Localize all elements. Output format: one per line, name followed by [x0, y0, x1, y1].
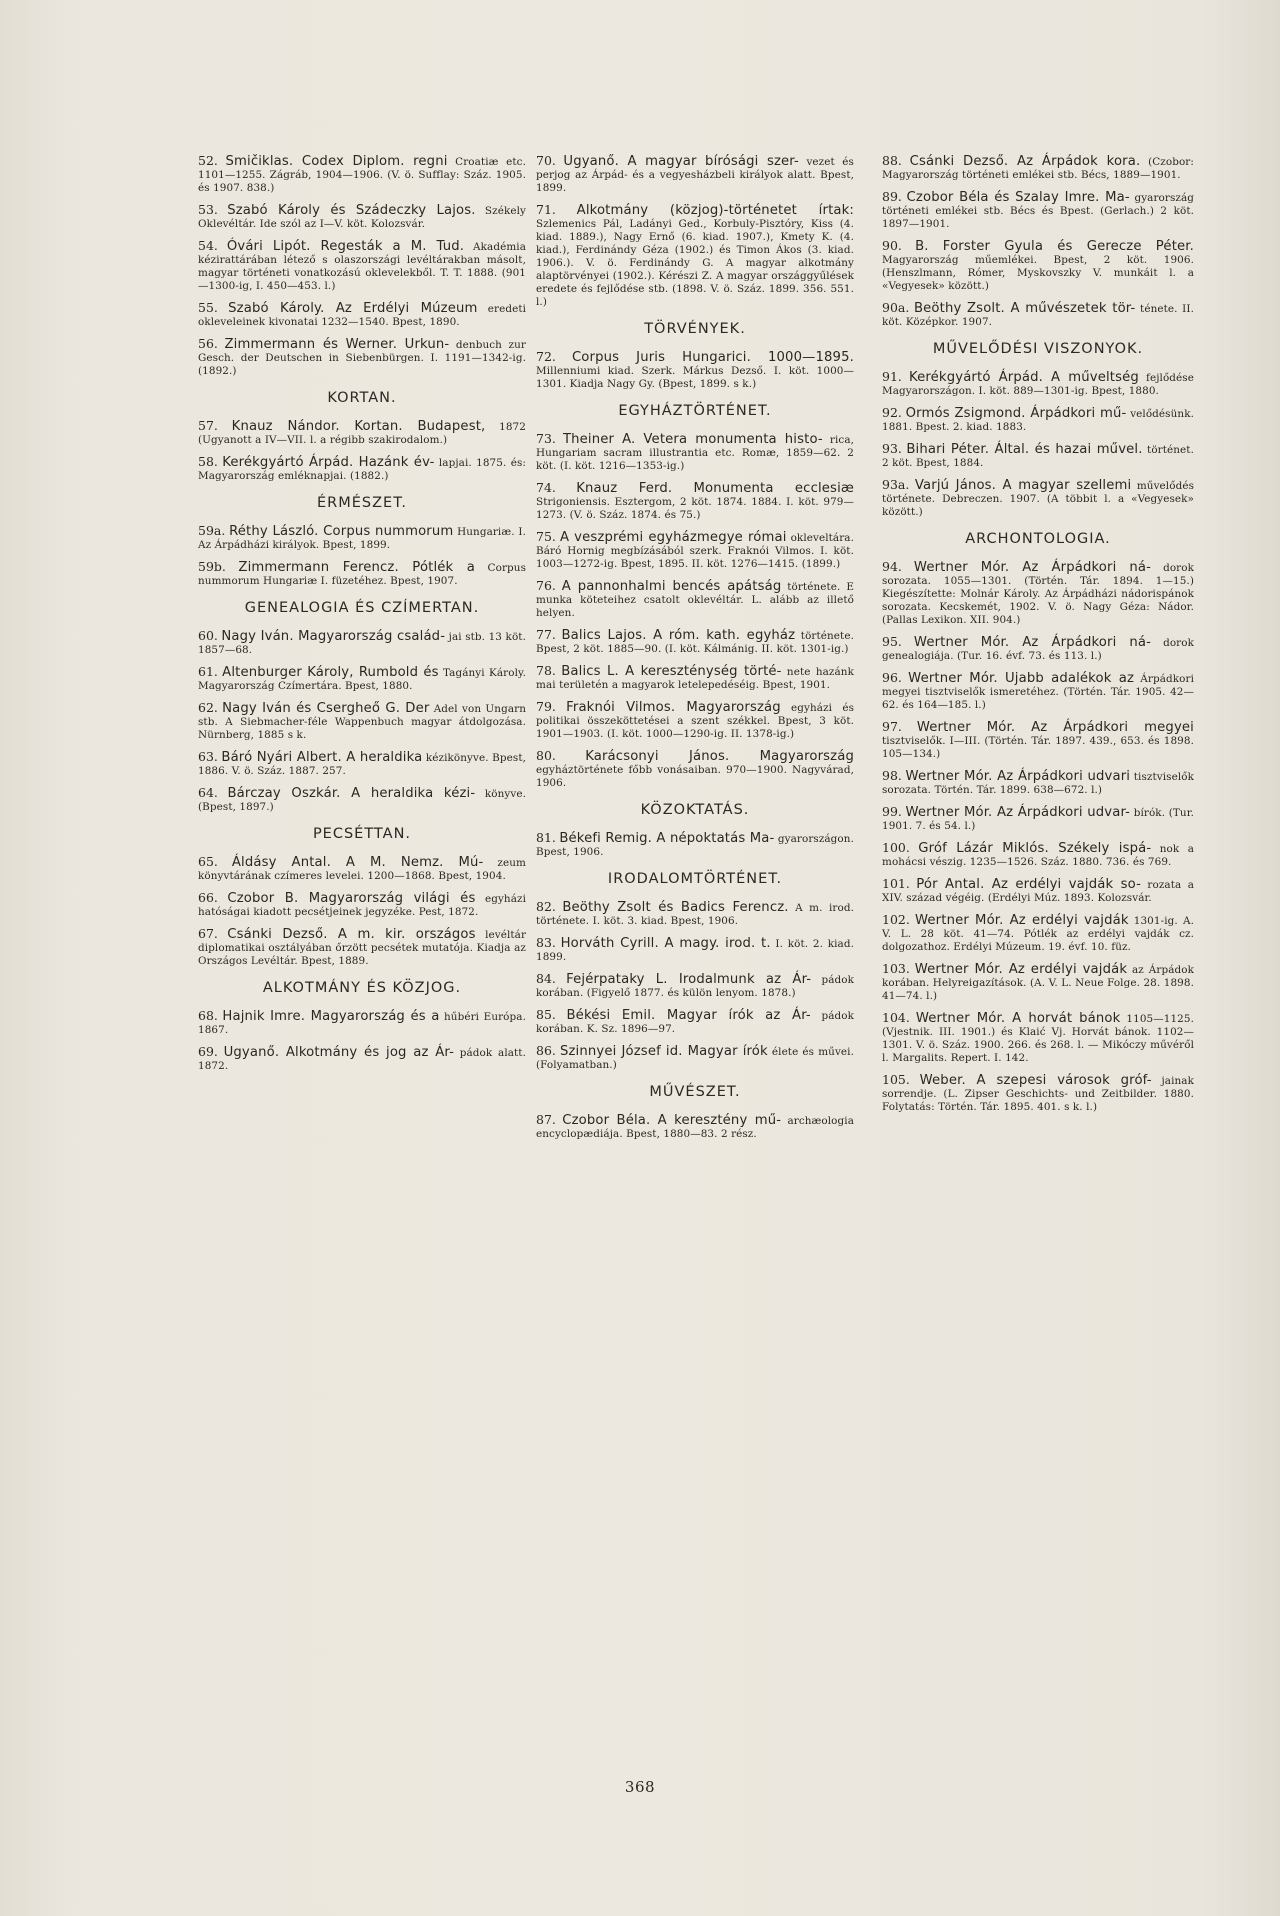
- column-right: [882, 154, 1194, 1122]
- bibliography-entry: [198, 524, 526, 552]
- section-heading: ÉRMÉSZET.: [317, 495, 407, 511]
- entry-heading: Balics Lajos. A róm. kath. egyház: [561, 628, 796, 643]
- entry-heading: Horváth Cyrill. A magy. irod. t.: [560, 936, 771, 951]
- bibliography-entry: [198, 629, 526, 657]
- bibliography-entry: [882, 720, 1194, 761]
- bibliography-entry: [198, 301, 526, 329]
- entry-number: 97.: [882, 719, 902, 734]
- entry-number: 59a.: [198, 523, 226, 538]
- bibliography-entry: [198, 891, 526, 919]
- bibliography-entry: [882, 671, 1194, 712]
- entry-text: denbuch zur Gesch. der Deutschen in Siebenbürgen. I. 1191—1342-ig. (1892.): [198, 339, 526, 377]
- entry-number: 60.: [198, 628, 218, 643]
- entry-heading: Czobor Béla. A keresztény mű-: [562, 1113, 782, 1128]
- entry-number: 63.: [198, 749, 218, 764]
- section-heading: IRODALOMTÖRTÉNET.: [607, 871, 783, 887]
- bibliography-entry: [882, 769, 1194, 797]
- entry-heading: Ugyanő. Alkotmány és jog az Ár-: [223, 1045, 455, 1060]
- entry-heading: Czobor Béla és Szalay Imre. Ma-: [906, 190, 1130, 205]
- entry-heading: Wertner Mór. Az Árpádkori ná-: [913, 635, 1152, 650]
- section-heading: GENEALOGIA ÉS CZÍMERTAN.: [244, 600, 480, 616]
- entry-number: 102.: [882, 912, 910, 927]
- entry-text: pádok korában. (Figyelő 1877. és külön lenyom. 1878.): [536, 974, 854, 999]
- entry-text: velődésünk. 1881. Bpest. 2. kiad. 1883.: [882, 408, 1195, 433]
- bibliography-entry: [536, 432, 854, 473]
- entry-heading: Theiner A. Vetera monumenta histo-: [562, 432, 823, 447]
- entry-heading: Wertner Mór. Az Árpádkori udvar-: [905, 805, 1131, 820]
- bibliography-entry: [536, 530, 854, 571]
- entry-heading: Ormós Zsigmond. Árpádkori mű-: [905, 406, 1127, 421]
- entry-heading: Wertner Mór. Az Árpádkori megyei: [916, 720, 1194, 735]
- entry-number: 62.: [198, 700, 218, 715]
- entry-number: 94.: [882, 559, 902, 574]
- entry-number: 67.: [198, 926, 218, 941]
- entry-heading: Wertner Mór. Az erdélyi vajdák: [914, 962, 1128, 977]
- bibliography-entry: [882, 560, 1194, 627]
- entry-number: 61.: [198, 664, 218, 679]
- entry-number: 78.: [536, 663, 556, 678]
- entry-text: dorok genealogiája. (Tur. 16. évf. 73. és 113. l.): [882, 637, 1194, 662]
- entry-text: tisztviselők sorozata. Történ. Tár. 1899. 638—672. l.): [882, 771, 1194, 796]
- entry-number: 68.: [198, 1008, 218, 1023]
- entry-heading: Corpus Juris Hungarici. 1000—1895.: [571, 350, 854, 365]
- entry-heading: Szinnyei József id. Magyar írók: [559, 1044, 768, 1059]
- entry-text: pádok alatt. 1872.: [198, 1047, 526, 1072]
- bibliography-entry: [882, 190, 1194, 231]
- bibliography-entry: [882, 962, 1194, 1003]
- entry-text: Hungariæ. I. Az Árpádházi királyok. Bpest, 1899.: [198, 526, 526, 551]
- section-heading: ALKOTMÁNY ÉS KÖZJOG.: [262, 980, 462, 996]
- bibliography-entry: [882, 442, 1194, 470]
- bibliography-entry: [882, 478, 1194, 519]
- entry-number: 83.: [536, 935, 556, 950]
- entry-number: 69.: [198, 1044, 218, 1059]
- entry-number: 92.: [882, 405, 902, 420]
- entry-number: 84.: [536, 971, 556, 986]
- entry-number: 91.: [882, 369, 902, 384]
- bibliography-entry: [882, 877, 1194, 905]
- entry-text: (Czobor: Magyarország történeti emlékei stb. Bécs, 1889—1901.: [882, 156, 1194, 181]
- bibliography-entry: [536, 1008, 854, 1036]
- entry-heading: Szabó Károly. Az Erdélyi Múzeum: [228, 301, 478, 316]
- entry-heading: Gróf Lázár Miklós. Székely ispá-: [918, 841, 1152, 856]
- entry-number: 56.: [198, 336, 218, 351]
- bibliography-entry: [882, 635, 1194, 663]
- entry-number: 80.: [536, 748, 556, 763]
- entry-number: 64.: [198, 785, 218, 800]
- entry-heading: A pannonhalmi bencés apátság: [561, 579, 782, 594]
- entry-text: könyve. (Bpest, 1897.): [198, 788, 526, 813]
- entry-text: Akadémia kézirattárában létező s olaszországi levéltárakban másolt, magyar történeti vonatkozású oklevelekből. T. T. 1888. (901—1300-ig, I. 450—453. l.): [198, 241, 526, 292]
- entry-text: vezet és perjog az Árpád- és a vegyesházbeli királyok alatt. Bpest, 1899.: [536, 156, 854, 194]
- section-heading: EGYHÁZTÖRTÉNET.: [618, 403, 772, 419]
- entry-heading: Békési Emil. Magyar írók az Ár-: [566, 1008, 811, 1023]
- entry-number: 79.: [536, 699, 556, 714]
- bibliography-entry: [198, 154, 526, 195]
- entry-number: 53.: [198, 202, 218, 217]
- bibliography-entry: [536, 1113, 854, 1141]
- section-heading: ARCHONTOLOGIA.: [965, 531, 1111, 547]
- entry-number: 90a.: [882, 300, 910, 315]
- entry-text: egyházi hatóságai kiadott pecsétjeinek jegyzéke. Pest, 1872.: [198, 893, 527, 918]
- entry-number: 88.: [882, 153, 902, 168]
- entry-heading: Bihari Péter. Által. és hazai művel.: [906, 442, 1143, 457]
- entry-number: 81.: [536, 830, 556, 845]
- bibliography-entry: [536, 936, 854, 964]
- entry-text: levéltár diplomatikai osztályában őrzött pecsétek mutatója. Kiadja az Országos Levéltár. Bpest, 1889.: [198, 929, 527, 967]
- entry-number: 54.: [198, 238, 218, 253]
- section-heading: MŰVELŐDÉSI VISZONYOK.: [932, 341, 1144, 357]
- entry-number: 89.: [882, 189, 902, 204]
- bibliography-entry: [536, 972, 854, 1000]
- entry-heading: Hajnik Imre. Magyarország és a: [222, 1009, 440, 1024]
- entry-number: 74.: [536, 480, 556, 495]
- entry-number: 93a.: [882, 477, 910, 492]
- entry-heading: Fejérpataky L. Irodalmunk az Ár-: [566, 972, 812, 987]
- entry-text: Strigoniensis. Esztergom, 2 köt. 1874. 1884. I. köt. 979—1273. (V. ö. Száz. 1874. és 75.): [536, 496, 854, 521]
- entry-number: 55.: [198, 300, 218, 315]
- entry-heading: Nagy Iván. Magyarország család-: [221, 629, 446, 644]
- entry-text: pádok korában. K. Sz. 1896—97.: [536, 1010, 854, 1035]
- entry-text: 1872 (Ugyanott a IV—VII. l. a régibb szakirodalom.): [198, 421, 526, 446]
- entry-text: tisztviselők. I—III. (Történ. Tár. 1897. 439., 653. és 1898. 105—134.): [882, 735, 1194, 760]
- bibliography-entry: [536, 154, 854, 195]
- bibliography-entry: [198, 665, 526, 693]
- entry-number: 96.: [882, 670, 902, 685]
- entry-text: egyháztörténete főbb vonásaiban. 970—1900. Nagyvárad, 1906.: [536, 764, 854, 789]
- entry-text: az Árpádok korában. Helyreigazítások. (A. V. L. Neue Folge. 28. 1898. 41—74. l.): [882, 964, 1194, 1002]
- section-heading: KÖZOKTATÁS.: [640, 802, 750, 818]
- bibliography-entry: [198, 239, 526, 293]
- entry-heading: Csánki Dezső. A m. kir. országos: [227, 927, 476, 942]
- entry-text: jainak sorrendje. (L. Zipser Geschichts- und Zeitbilder. 1880. Folytatás: Történ. Tár. 1895. 401. s k. l.): [882, 1075, 1194, 1113]
- entry-number: 66.: [198, 890, 218, 905]
- entry-text: bírók. (Tur. 1901. 7. és 54. l.): [882, 807, 1195, 832]
- entry-heading: Szabó Károly és Szádeczky Lajos.: [227, 203, 476, 218]
- bibliography-entry: [882, 301, 1194, 329]
- entry-text: archæologia encyclopædiája. Bpest, 1880—83. 2 rész.: [536, 1115, 855, 1140]
- entry-text: Corpus nummorum Hungariæ I. füzetéhez. Bpest, 1907.: [198, 562, 526, 587]
- entry-heading: Beöthy Zsolt. A művészetek tör-: [913, 301, 1136, 316]
- bibliography-entry: [882, 239, 1194, 293]
- bibliography-entry: [198, 203, 526, 231]
- entry-heading: Kerékgyártó Árpád. Hazánk év-: [222, 455, 435, 470]
- bibliography-entry: [198, 1045, 526, 1073]
- entry-heading: Bárczay Oszkár. A heraldika kézi-: [227, 786, 476, 801]
- bibliography-entry: [882, 1073, 1194, 1114]
- entry-number: 72.: [536, 349, 556, 364]
- entry-text: nok a mohácsi vészig. 1235—1526. Száz. 1880. 736. és 769.: [882, 843, 1195, 868]
- bibliography-entry: [536, 700, 854, 741]
- bibliography-entry: [536, 1044, 854, 1072]
- entry-text: okleveltára. Báró Hornig megbízásából szerk. Fraknói Vilmos. I. köt. 1003—1272-ig. Bpest, 1895. II. köt. 1276—1415. (1899.): [536, 532, 854, 570]
- entry-text: fejlődése Magyarországon. I. köt. 889—1301-ig. Bpest, 1880.: [882, 372, 1194, 397]
- entry-heading: Kerékgyártó Árpád. A műveltség: [908, 370, 1139, 385]
- entry-text: hűbéri Európa. 1867.: [198, 1011, 526, 1036]
- entry-heading: Csánki Dezső. Az Árpádok kora.: [909, 154, 1141, 169]
- bibliography-entry: [536, 350, 854, 391]
- bibliography-entry: [882, 841, 1194, 869]
- bibliography-entry: [882, 1011, 1194, 1065]
- entry-heading: Nagy Iván és Csergheő G. Der: [222, 701, 430, 716]
- entry-text: A m. irod. története. I. köt. 3. kiad. Bpest, 1906.: [536, 902, 855, 927]
- bibliography-entry: [198, 1009, 526, 1037]
- entry-text: jai stb. 13 köt. 1857—68.: [198, 631, 526, 656]
- entry-number: 82.: [536, 899, 556, 914]
- bibliography-entry: [536, 900, 854, 928]
- section-heading: TÖRVÉNYEK.: [644, 321, 746, 337]
- entry-heading: Áldásy Antal. A M. Nemz. Mú-: [231, 855, 484, 870]
- entry-text: lapjai. 1875. és: Magyarország emléknapjai. (1882.): [198, 457, 526, 482]
- entry-text: 1301-ig. A. V. L. 28 köt. 41—74. Pótlék az erdélyi vajdák cz. dolgozathoz. Erdélyi Múzeum. 19. évf. 10. füz.: [882, 915, 1194, 953]
- entry-heading: Óvári Lipót. Regesták a M. Tud.: [226, 239, 465, 254]
- entry-text: gyarországon. Bpest, 1906.: [536, 833, 854, 858]
- entry-text: I. köt. 2. kiad. 1899.: [536, 938, 854, 963]
- bibliography-entry: [536, 749, 854, 790]
- bibliography-entry: [882, 805, 1194, 833]
- entry-text: egyházi és politikai összeköttetései a szent székkel. Bpest, 3 köt. 1901—1903. (I. köt. 1000—1290-ig. II. 1378-ig.): [536, 702, 855, 740]
- bibliography-entry: [536, 664, 854, 692]
- section-heading: KORTAN.: [327, 390, 397, 406]
- entry-text: ténete. II. köt. Középkor. 1907.: [882, 303, 1194, 328]
- entry-number: 98.: [882, 768, 902, 783]
- entry-heading: Czobor B. Magyarország világi és: [227, 891, 476, 906]
- entry-text: 1105—1125. (Vjestnik. III. 1901.) és Klaić Vj. Horvát bánok. 1102—1301. V. ö. Száz. 1900. 266. és 268. l. — Mikóczy művéről l. Margalits. Repert. I. 142.: [882, 1013, 1194, 1064]
- entry-text: dorok sorozata. 1055—1301. (Történ. Tár. 1894. 1—15.) Kiegészítette: Molnár Károly. Az Árpádházi nádorispánok sorozata. Kecskemét, 1902. V. ö. Nagy Géza: Nádor. (Pallas Lexikon. XII. 904.): [882, 562, 1194, 626]
- entry-number: 70.: [536, 153, 556, 168]
- bibliography-entry: [198, 337, 526, 378]
- entry-number: 71.: [536, 202, 556, 217]
- entry-number: 65.: [198, 854, 218, 869]
- bibliography-entry: [198, 927, 526, 968]
- entry-text: nete hazánk mai területén a magyarok letelepedéséig. Bpest, 1901.: [536, 666, 854, 691]
- bibliography-entry: [882, 370, 1194, 398]
- entry-heading: Balics L. A kereszténység törté-: [561, 664, 782, 679]
- entry-number: 103.: [882, 961, 910, 976]
- bibliography-entry: [882, 406, 1194, 434]
- entry-text: története. E munka köteteihez csatolt oklevéltár. L. alább az illető helyen.: [536, 581, 855, 619]
- entry-text: zeum könyvtárának czímeres levelei. 1200—1868. Bpest, 1904.: [198, 857, 526, 882]
- entry-heading: Karácsonyi János. Magyarország: [585, 749, 854, 764]
- entry-text: Adel von Ungarn stb. A Siebmacher-féle Wappenbuch magyar átdolgozása. Nürnberg, 1885 s k.: [198, 703, 526, 741]
- entry-number: 105.: [882, 1072, 910, 1087]
- entry-heading: Knauz Nándor. Kortan. Budapest,: [231, 419, 486, 434]
- entry-heading: Zimmermann és Werner. Urkun-: [224, 337, 450, 352]
- page-number: 368: [624, 1778, 656, 1796]
- entry-text: Árpádkori megyei tisztviselők ismeretéhez. (Történ. Tár. 1905. 42—62. és 164—185. l.): [882, 673, 1194, 711]
- entry-text: rica, Hungariam sacram illustrantia etc. Romæ, 1859—62. 2 köt. (I. köt. 1216—1353-ig.): [536, 434, 855, 472]
- entry-text: Magyarország műemlékei. Bpest, 2 köt. 1906. (Henszlmann, Rómer, Myskovszky V. munkáit l. a «Vegyesek» között.): [882, 254, 1194, 292]
- entry-number: 76.: [536, 578, 556, 593]
- entry-text: gyarország történeti emlékei stb. Bécs és Bpest. (Gerlach.) 2 köt. 1897—1901.: [882, 192, 1195, 230]
- entry-number: 93.: [882, 441, 902, 456]
- entry-heading: Réthy László. Corpus nummorum: [229, 524, 454, 539]
- bibliography-entry: [198, 455, 526, 483]
- entry-number: 75.: [536, 529, 556, 544]
- entry-heading: Fraknói Vilmos. Magyarország: [566, 700, 781, 715]
- entry-text: Szlemenics Pál, Ladányi Ged., Korbuly-Pisztóry, Kiss (4. kiad. 1889.), Nagy Ernő (6. kiad. 1907.), Kmety K. (4. kiad.), Ferdinándy Géza (1902.) és Timon Ákos (3. kiad. 1906.). V. ö. Ferdinándy G. A magyar alkotmány alaptörvényei (1902.). Kérészi Z. A magyar országgyűlések eredete és fejlődése stb. (1898. V. ö. Száz. 1899. 356. 551. l.): [536, 218, 854, 308]
- entry-heading: Weber. A szepesi városok gróf-: [919, 1073, 1152, 1088]
- entry-text: élete és művei. (Folyamatban.): [536, 1046, 855, 1071]
- entry-number: 100.: [882, 840, 910, 855]
- bibliography-entry: [198, 750, 526, 778]
- bibliography-entry: [198, 855, 526, 883]
- entry-number: 77.: [536, 627, 556, 642]
- column-left: [198, 154, 526, 1081]
- entry-number: 57.: [198, 418, 218, 433]
- entry-text: Székely Oklevéltár. Ide szól az I—V. köt. Kolozsvár.: [198, 205, 527, 230]
- bibliography-entry: [198, 560, 526, 588]
- bibliography-entry: [536, 579, 854, 620]
- bibliography-entry: [536, 203, 854, 309]
- entry-number: 101.: [882, 876, 910, 891]
- entry-text: Croatiæ etc. 1101—1255. Zágráb, 1904—1906. (V. ö. Sufflay: Száz. 1905. és 1907. 838.): [198, 156, 526, 194]
- entry-heading: Wertner Mór. Ujabb adalékok az: [908, 671, 1135, 686]
- bibliography-entry: [882, 913, 1194, 954]
- bibliography-entry: [536, 628, 854, 656]
- entry-heading: Smičiklas. Codex Diplom. regni: [225, 154, 448, 169]
- entry-text: rozata a XIV. század végéig. (Erdélyi Múz. 1893. Kolozsvár.: [882, 879, 1194, 904]
- section-heading: MŰVÉSZET.: [649, 1084, 741, 1100]
- bibliography-entry: [198, 419, 526, 447]
- section-heading: PECSÉTTAN.: [312, 826, 412, 842]
- entry-number: 52.: [198, 153, 218, 168]
- entry-number: 95.: [882, 634, 902, 649]
- entry-heading: Békefi Remig. A népoktatás Ma-: [559, 831, 775, 846]
- entry-number: 73.: [536, 431, 556, 446]
- entry-heading: Beöthy Zsolt és Badics Ferencz.: [562, 900, 789, 915]
- entry-number: 99.: [882, 804, 902, 819]
- entry-heading: B. Forster Gyula és Gerecze Péter.: [915, 239, 1194, 254]
- entry-text: Tagányi Károly. Magyarország Czímertára. Bpest, 1880.: [198, 667, 526, 692]
- entry-heading: Alkotmány (közjog)-történetet írtak:: [576, 203, 854, 218]
- entry-heading: Wertner Mór. Az erdélyi vajdák: [915, 913, 1129, 928]
- entry-text: művelődés története. Debreczen. 1907. (A többit l. a «Vegyesek» között.): [882, 480, 1195, 518]
- entry-number: 59b.: [198, 559, 226, 574]
- bibliography-entry: [198, 786, 526, 814]
- entry-heading: Wertner Mór. Az Árpádkori ná-: [913, 560, 1152, 575]
- bibliography-entry: [198, 701, 526, 742]
- entry-text: története. Bpest, 2 köt. 1885—90. (I. köt. Kálmánig. II. köt. 1301-ig.): [536, 630, 854, 655]
- entry-number: 87.: [536, 1112, 556, 1127]
- entry-number: 86.: [536, 1043, 556, 1058]
- entry-text: Millenniumi kiad. Szerk. Márkus Dezső. I. köt. 1000—1301. Kiadja Nagy Gy. (Bpest, 1899. s k.): [536, 365, 854, 390]
- entry-number: 58.: [198, 454, 218, 469]
- column-middle: [536, 154, 854, 1149]
- entry-text: történet. 2 köt. Bpest, 1884.: [882, 444, 1194, 469]
- entry-heading: Wertner Mór. Az Árpádkori udvari: [905, 769, 1131, 784]
- entry-heading: Pór Antal. Az erdélyi vajdák so-: [916, 877, 1142, 892]
- entry-heading: Varjú János. A magyar szellemi: [914, 478, 1132, 493]
- entry-text: kézikönyve. Bpest, 1886. V. ö. Száz. 1887. 257.: [198, 752, 526, 777]
- entry-number: 104.: [882, 1010, 910, 1025]
- entry-heading: Zimmermann Ferencz. Pótlék a: [238, 560, 476, 575]
- entry-heading: Ugyanő. A magyar bírósági szer-: [563, 154, 799, 169]
- entry-text: eredeti okleveleinek kivonatai 1232—1540. Bpest, 1890.: [198, 303, 527, 328]
- entry-number: 85.: [536, 1007, 556, 1022]
- entry-heading: A veszprémi egyházmegye római: [559, 530, 787, 545]
- bibliography-entry: [536, 831, 854, 859]
- bibliography-entry: [882, 154, 1194, 182]
- entry-heading: Báró Nyári Albert. A heraldika: [221, 750, 423, 765]
- entry-heading: Altenburger Károly, Rumbold és: [222, 665, 439, 680]
- bibliography-entry: [536, 481, 854, 522]
- entry-number: 90.: [882, 238, 902, 253]
- entry-heading: Knauz Ferd. Monumenta ecclesiæ: [576, 481, 854, 496]
- entry-heading: Wertner Mór. A horvát bánok: [915, 1011, 1121, 1026]
